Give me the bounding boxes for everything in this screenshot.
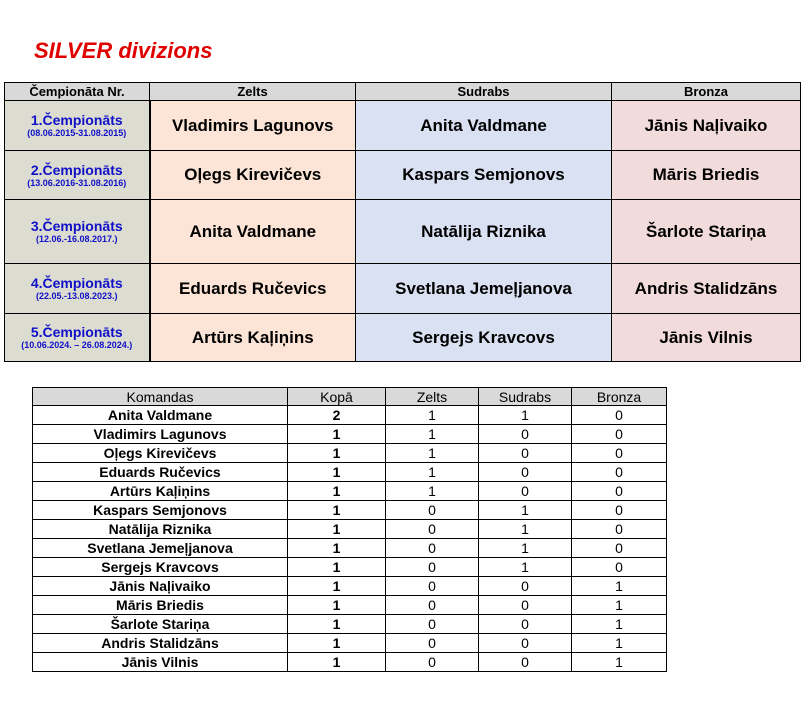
championship-dates: (12.06.-16.08.2017.) <box>35 234 118 244</box>
header-silver: Sudrabs <box>479 388 572 406</box>
bronze-count: 0 <box>572 539 667 558</box>
championship-row <box>5 151 801 200</box>
team-name: Jānis Vilnis <box>33 653 288 672</box>
team-name: Kaspars Semjonovs <box>33 501 288 520</box>
page-title: SILVER divizions <box>34 38 213 63</box>
silver-count: 0 <box>479 463 572 482</box>
bronze-count: 0 <box>572 501 667 520</box>
header-bronze: Bronza <box>612 83 801 101</box>
gold-count: 1 <box>386 425 479 444</box>
standings-header-row <box>33 388 667 406</box>
team-name: Šarlote Stariņa <box>33 615 288 634</box>
standings-row <box>33 482 667 501</box>
bronze-count: 1 <box>572 577 667 596</box>
championship-number: 5.Čempionāts <box>30 324 123 340</box>
gold-winner: Oļegs Kirevičevs <box>150 151 356 200</box>
gold-winner: Anita Valdmane <box>150 200 356 264</box>
header-gold: Zelts <box>150 83 356 101</box>
standings-row <box>33 501 667 520</box>
header-gold: Zelts <box>386 388 479 406</box>
header-total: Kopā <box>288 388 386 406</box>
standings-row <box>33 463 667 482</box>
silver-count: 0 <box>479 444 572 463</box>
standings-row <box>33 634 667 653</box>
total-count: 1 <box>288 482 386 501</box>
gold-count: 0 <box>386 539 479 558</box>
championship-dates: (13.06.2016-31.08.2016) <box>27 177 127 188</box>
team-name: Māris Briedis <box>33 596 288 615</box>
standings-row <box>33 444 667 463</box>
team-name: Sergejs Kravcovs <box>33 558 288 577</box>
championship-dates: (10.06.2024. – 26.08.2024.) <box>21 340 133 350</box>
bronze-count: 1 <box>572 653 667 672</box>
total-count: 1 <box>288 444 386 463</box>
bronze-winner: Andris Stalidzāns <box>612 264 801 314</box>
bronze-count: 1 <box>572 634 667 653</box>
bronze-count: 0 <box>572 444 667 463</box>
total-count: 1 <box>288 520 386 539</box>
bronze-count: 0 <box>572 482 667 501</box>
championship-nr-cell <box>5 101 150 151</box>
gold-count: 1 <box>386 482 479 501</box>
total-count: 1 <box>288 596 386 615</box>
championship-row <box>5 101 801 151</box>
championship-dates: (08.06.2015-31.08.2015) <box>27 128 127 138</box>
silver-count: 0 <box>479 596 572 615</box>
championship-number: 3.Čempionāts <box>30 218 123 234</box>
total-count: 1 <box>288 501 386 520</box>
gold-count: 0 <box>386 577 479 596</box>
bronze-winner: Šarlote Stariņa <box>612 200 801 264</box>
silver-count: 0 <box>479 615 572 634</box>
silver-count: 1 <box>479 539 572 558</box>
championship-row <box>5 314 801 362</box>
silver-count: 0 <box>479 634 572 653</box>
standings-table <box>32 387 667 672</box>
header-teams: Komandas <box>33 388 288 406</box>
header-bronze: Bronza <box>572 388 667 406</box>
championships-table <box>4 82 801 362</box>
gold-count: 1 <box>386 444 479 463</box>
championship-number: 1.Čempionāts <box>30 112 123 128</box>
championship-row <box>5 200 801 264</box>
silver-winner: Sergejs Kravcovs <box>356 314 612 362</box>
standings-row <box>33 615 667 634</box>
gold-count: 1 <box>386 463 479 482</box>
championships-header-row <box>5 83 801 101</box>
gold-count: 0 <box>386 634 479 653</box>
championship-number: 4.Čempionāts <box>30 275 123 291</box>
team-name: Andris Stalidzāns <box>33 634 288 653</box>
team-name: Svetlana Jemeļjanova <box>33 539 288 558</box>
team-name: Anita Valdmane <box>33 406 288 425</box>
team-name: Artūrs Kaļiņins <box>33 482 288 501</box>
championship-number: 2.Čempionāts <box>30 161 123 178</box>
championship-nr-cell <box>5 200 150 264</box>
championship-nr-cell <box>5 264 150 314</box>
total-count: 1 <box>288 615 386 634</box>
standings-row <box>33 520 667 539</box>
silver-winner: Svetlana Jemeļjanova <box>356 264 612 314</box>
standings-row <box>33 558 667 577</box>
gold-count: 0 <box>386 558 479 577</box>
bronze-count: 0 <box>572 425 667 444</box>
total-count: 2 <box>288 406 386 425</box>
standings-row <box>33 596 667 615</box>
team-name: Natālija Riznika <box>33 520 288 539</box>
team-name: Eduards Ručevics <box>33 463 288 482</box>
team-name: Oļegs Kirevičevs <box>33 444 288 463</box>
gold-count: 0 <box>386 501 479 520</box>
total-count: 1 <box>288 577 386 596</box>
standings-row <box>33 653 667 672</box>
team-name: Jānis Naļivaiko <box>33 577 288 596</box>
silver-count: 1 <box>479 406 572 425</box>
silver-winner: Kaspars Semjonovs <box>356 151 612 200</box>
bronze-winner: Jānis Vilnis <box>612 314 801 362</box>
bronze-count: 0 <box>572 406 667 425</box>
total-count: 1 <box>288 634 386 653</box>
silver-count: 1 <box>479 501 572 520</box>
gold-count: 0 <box>386 596 479 615</box>
header-championship-nr: Čempionāta Nr. <box>5 83 150 101</box>
championship-nr-cell <box>5 151 150 200</box>
silver-count: 1 <box>479 520 572 539</box>
total-count: 1 <box>288 653 386 672</box>
gold-count: 0 <box>386 653 479 672</box>
silver-winner: Anita Valdmane <box>356 101 612 151</box>
gold-count: 0 <box>386 615 479 634</box>
team-name: Vladimirs Lagunovs <box>33 425 288 444</box>
gold-winner: Artūrs Kaļiņins <box>150 314 356 362</box>
total-count: 1 <box>288 558 386 577</box>
championship-row <box>5 264 801 314</box>
total-count: 1 <box>288 539 386 558</box>
bronze-count: 1 <box>572 596 667 615</box>
standings-row <box>33 577 667 596</box>
standings-row <box>33 425 667 444</box>
bronze-winner: Māris Briedis <box>612 151 801 200</box>
bronze-count: 0 <box>572 520 667 539</box>
bronze-count: 0 <box>572 558 667 577</box>
total-count: 1 <box>288 463 386 482</box>
gold-count: 1 <box>386 406 479 425</box>
header-silver: Sudrabs <box>356 83 612 101</box>
bronze-winner: Jānis Naļivaiko <box>612 101 801 151</box>
gold-winner: Eduards Ručevics <box>150 264 356 314</box>
bronze-count: 0 <box>572 463 667 482</box>
gold-winner: Vladimirs Lagunovs <box>150 101 356 151</box>
silver-winner: Natālija Riznika <box>356 200 612 264</box>
total-count: 1 <box>288 425 386 444</box>
gold-count: 0 <box>386 520 479 539</box>
silver-count: 0 <box>479 653 572 672</box>
silver-count: 0 <box>479 425 572 444</box>
silver-count: 1 <box>479 558 572 577</box>
championship-nr-cell <box>5 314 150 362</box>
standings-row <box>33 406 667 425</box>
championship-dates: (22.05.-13.08.2023.) <box>35 291 118 301</box>
silver-count: 0 <box>479 482 572 501</box>
standings-row <box>33 539 667 558</box>
silver-count: 0 <box>479 577 572 596</box>
bronze-count: 1 <box>572 615 667 634</box>
